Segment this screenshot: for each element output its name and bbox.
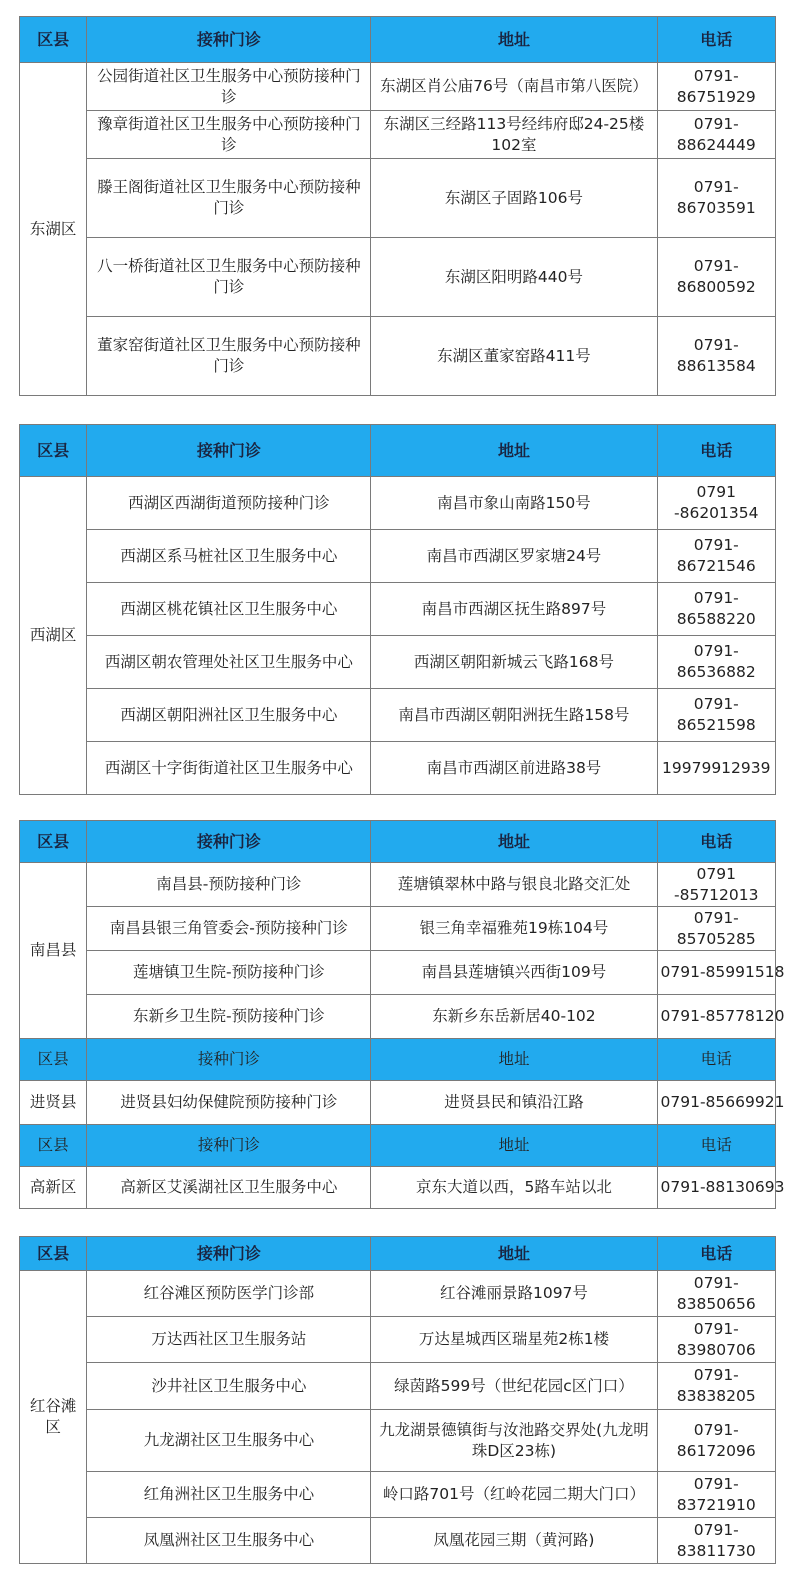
- header-clinic: 接种门诊: [87, 425, 371, 477]
- header-phone: 电话: [657, 1237, 775, 1271]
- clinic-table-nanchang: [19, 820, 785, 1209]
- phone-cell: 0791-86172096: [657, 1410, 775, 1472]
- clinic-cell: 公园街道社区卫生服务中心预防接种门诊: [87, 63, 371, 111]
- table-row: [20, 1472, 776, 1518]
- header-address: 地址: [371, 1125, 657, 1167]
- header-district: 区县: [20, 1237, 87, 1271]
- header-phone: 电话: [657, 1039, 775, 1081]
- phone-cell: 0791-86588220: [657, 583, 775, 636]
- address-cell: 南昌市西湖区朝阳洲抚生路158号: [371, 689, 657, 742]
- phone-cell: 0791-86521598: [657, 689, 775, 742]
- phone-cell: 0791-86800592: [657, 238, 775, 317]
- address-cell: 南昌市西湖区罗家塘24号: [371, 530, 657, 583]
- district-cell: 红谷滩区: [20, 1271, 87, 1564]
- clinic-cell: 进贤县妇幼保健院预防接种门诊: [87, 1081, 371, 1125]
- address-cell: 银三角幸福雅苑19栋104号: [371, 907, 657, 951]
- district-cell: 高新区: [20, 1167, 87, 1209]
- clinic-cell: 西湖区朝阳洲社区卫生服务中心: [87, 689, 371, 742]
- phone-cell: 0791 -86201354: [657, 477, 775, 530]
- clinic-cell: 万达西社区卫生服务站: [87, 1317, 371, 1363]
- address-cell: 南昌县莲塘镇兴西街109号: [371, 951, 657, 995]
- table-row: [20, 1410, 776, 1472]
- clinic-cell: 西湖区西湖街道预防接种门诊: [87, 477, 371, 530]
- clinic-cell: 东新乡卫生院-预防接种门诊: [87, 995, 371, 1039]
- table-row: [20, 1317, 776, 1363]
- header-clinic: 接种门诊: [87, 1039, 371, 1081]
- header-district: 区县: [20, 821, 87, 863]
- table-row: [20, 1518, 776, 1564]
- clinic-cell: 西湖区十字街街道社区卫生服务中心: [87, 742, 371, 795]
- table-row: [20, 1167, 776, 1209]
- table-row: [20, 530, 776, 583]
- header-phone: 电话: [657, 425, 775, 477]
- address-cell: 岭口路701号（红岭花园二期大门口）: [371, 1472, 657, 1518]
- phone-cell: 0791-85991518: [657, 951, 775, 995]
- clinic-cell: 西湖区桃花镇社区卫生服务中心: [87, 583, 371, 636]
- clinic-cell: 董家窑街道社区卫生服务中心预防接种门诊: [87, 317, 371, 396]
- address-cell: 京东大道以西，5路车站以北: [371, 1167, 657, 1209]
- address-cell: 进贤县民和镇沿江路: [371, 1081, 657, 1125]
- phone-cell: 19979912939: [657, 742, 775, 795]
- table-row: [20, 636, 776, 689]
- address-cell: 南昌市西湖区抚生路897号: [371, 583, 657, 636]
- clinic-cell: 莲塘镇卫生院-预防接种门诊: [87, 951, 371, 995]
- address-cell: 九龙湖景德镇街与汝池路交界处(九龙明珠D区23栋): [371, 1410, 657, 1472]
- header-phone: 电话: [657, 821, 775, 863]
- header-district: 区县: [20, 17, 87, 63]
- clinic-cell: 九龙湖社区卫生服务中心: [87, 1410, 371, 1472]
- clinic-cell: 红谷滩区预防医学门诊部: [87, 1271, 371, 1317]
- address-cell: 东湖区肖公庙76号（南昌市第八医院）: [371, 63, 657, 111]
- phone-cell: 0791-83838205: [657, 1363, 775, 1410]
- phone-cell: 0791-88613584: [657, 317, 775, 396]
- phone-cell: 0791-83980706: [657, 1317, 775, 1363]
- table-row: [20, 238, 776, 317]
- header-district: 区县: [20, 1125, 87, 1167]
- header-phone: 电话: [657, 1125, 775, 1167]
- header-phone: 电话: [657, 17, 775, 63]
- header-district: 区县: [20, 1039, 87, 1081]
- phone-cell: 0791-86536882: [657, 636, 775, 689]
- table-row: [20, 317, 776, 396]
- district-cell: 南昌县: [20, 863, 87, 1039]
- clinic-cell: 红角洲社区卫生服务中心: [87, 1472, 371, 1518]
- header-clinic: 接种门诊: [87, 17, 371, 63]
- district-cell: 进贤县: [20, 1081, 87, 1125]
- address-cell: 东新乡东岳新居40-102: [371, 995, 657, 1039]
- table-row: [20, 583, 776, 636]
- phone-cell: 0791-86721546: [657, 530, 775, 583]
- clinic-cell: 沙井社区卫生服务中心: [87, 1363, 371, 1410]
- table-row: [20, 111, 776, 159]
- address-cell: 东湖区董家窑路411号: [371, 317, 657, 396]
- clinic-table-donghu: [19, 16, 776, 396]
- clinic-cell: 南昌县-预防接种门诊: [87, 863, 371, 907]
- clinic-cell: 八一桥街道社区卫生服务中心预防接种门诊: [87, 238, 371, 317]
- table-row: [20, 1081, 776, 1125]
- header-address: 地址: [371, 425, 657, 477]
- phone-cell: 0791-85705285: [657, 907, 775, 951]
- phone-cell: 0791-88624449: [657, 111, 775, 159]
- clinic-table-honggutan: [19, 1236, 776, 1564]
- clinic-cell: 凤凰洲社区卫生服务中心: [87, 1518, 371, 1564]
- district-cell: 东湖区: [20, 63, 87, 396]
- header-clinic: 接种门诊: [87, 1125, 371, 1167]
- phone-cell: 0791-83850656: [657, 1271, 775, 1317]
- address-cell: 红谷滩丽景路1097号: [371, 1271, 657, 1317]
- table-row: [20, 159, 776, 238]
- clinic-table-xihu: [19, 424, 776, 795]
- table-row: [20, 863, 776, 907]
- phone-cell: 0791-86703591: [657, 159, 775, 238]
- header-address: 地址: [371, 1237, 657, 1271]
- phone-cell: 0791-88130693: [657, 1167, 775, 1209]
- district-cell: 西湖区: [20, 477, 87, 795]
- header-address: 地址: [371, 821, 657, 863]
- table-row: [20, 1363, 776, 1410]
- address-cell: 南昌市象山南路150号: [371, 477, 657, 530]
- address-cell: 莲塘镇翠林中路与银良北路交汇处: [371, 863, 657, 907]
- address-cell: 东湖区阳明路440号: [371, 238, 657, 317]
- clinic-cell: 滕王阁街道社区卫生服务中心预防接种门诊: [87, 159, 371, 238]
- address-cell: 绿茵路599号（世纪花园c区门口）: [371, 1363, 657, 1410]
- phone-cell: 0791-85778120: [657, 995, 775, 1039]
- address-cell: 东湖区子固路106号: [371, 159, 657, 238]
- address-cell: 南昌市西湖区前进路38号: [371, 742, 657, 795]
- address-cell: 西湖区朝阳新城云飞路168号: [371, 636, 657, 689]
- table-row: [20, 477, 776, 530]
- address-cell: 万达星城西区瑞星苑2栋1楼: [371, 1317, 657, 1363]
- address-cell: 凤凰花园三期（黄河路): [371, 1518, 657, 1564]
- phone-cell: 0791-85669921: [657, 1081, 775, 1125]
- phone-cell: 0791-83811730: [657, 1518, 775, 1564]
- clinic-cell: 西湖区朝农管理处社区卫生服务中心: [87, 636, 371, 689]
- clinic-cell: 南昌县银三角管委会-预防接种门诊: [87, 907, 371, 951]
- table-row: [20, 951, 776, 995]
- header-address: 地址: [371, 1039, 657, 1081]
- table-row: [20, 742, 776, 795]
- header-clinic: 接种门诊: [87, 821, 371, 863]
- phone-cell: 0791 -85712013: [657, 863, 775, 907]
- table-row: [20, 907, 776, 951]
- clinic-cell: 豫章街道社区卫生服务中心预防接种门诊: [87, 111, 371, 159]
- address-cell: 东湖区三经路113号经纬府邸24-25楼102室: [371, 111, 657, 159]
- header-clinic: 接种门诊: [87, 1237, 371, 1271]
- header-address: 地址: [371, 17, 657, 63]
- table-row: [20, 63, 776, 111]
- table-row: [20, 995, 776, 1039]
- clinic-cell: 西湖区系马桩社区卫生服务中心: [87, 530, 371, 583]
- phone-cell: 0791-83721910: [657, 1472, 775, 1518]
- table-row: [20, 689, 776, 742]
- table-row: [20, 1271, 776, 1317]
- phone-cell: 0791-86751929: [657, 63, 775, 111]
- clinic-cell: 高新区艾溪湖社区卫生服务中心: [87, 1167, 371, 1209]
- header-district: 区县: [20, 425, 87, 477]
